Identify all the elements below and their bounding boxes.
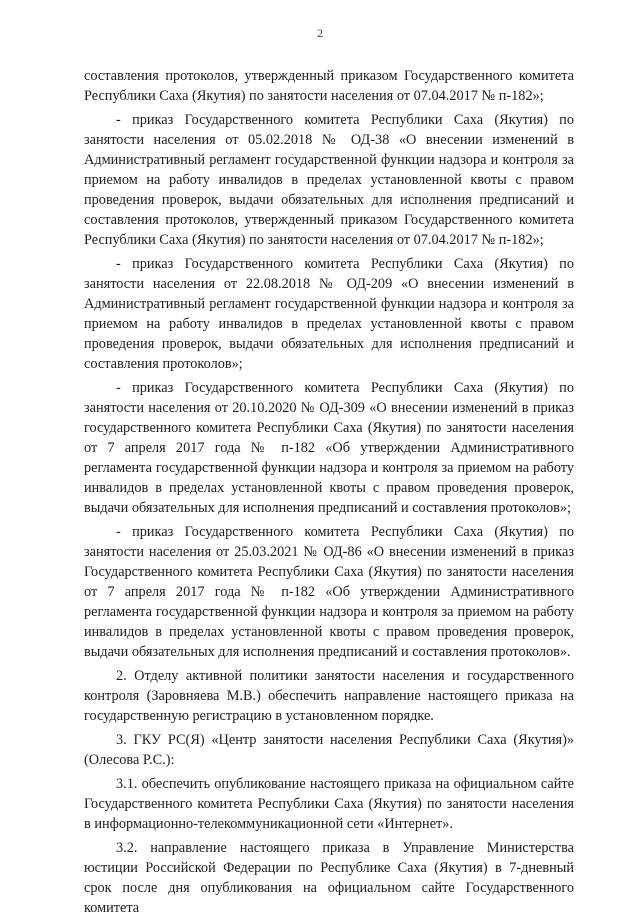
paragraph-item-3-2: 3.2. направление настоящего приказа в Управление Министерства юстиции Российской Федерации по Республике Саха (Якутия) в 7-дневный срок после дня опубликования на официальном сайте Государственного комитета (84, 840, 574, 916)
paragraph-item-3: 3. ГКУ РС(Я) «Центр занятости населения Республики Саха (Якутия)» (Олесова Р.С.): (84, 732, 574, 768)
paragraph-item-2: 2. Отделу активной политики занятости населения и государственного контроля (Заровняева М.В.) обеспечить направление настоящего приказа на государственную регистрацию в установленном порядке. (84, 668, 574, 724)
paragraph-item-3-1: 3.1. обеспечить опубликование настоящего приказа на официальном сайте Государственного комитета Республики Саха (Якутия) по занятости населения в информационно-телекоммуникационной сети «Интернет». (84, 776, 574, 832)
paragraph-order-od-86: - приказ Государственного комитета Республики Саха (Якутия) по занятости населения от 25.03.2021 № ОД-86 «О внесении изменений в приказ Государственного комитета Республики Саха (Якутия) по занятости населения от 7 апреля 2017 года № п-182 «Об утверждении Административного регламента государственной функции надзора и контроля за приемом на работу инвалидов в пределах установленной квоты с правом проведения проверок, выдачи обязательных для исполнения предписаний и составления протоколов». (84, 524, 574, 660)
paragraph-order-od-309: - приказ Государственного комитета Республики Саха (Якутия) по занятости населения от 20.10.2020 № ОД-309 «О внесении изменений в приказ государственного комитета Республики Саха (Якутия) по занятости населения от 7 апреля 2017 года № п-182 «Об утверждении Административного регламента государственной функции надзора и контроля за приемом на работу инвалидов в пределах установленной квоты с правом проведения проверок, выдачи обязательных для исполнения предписаний и составления протоколов»; (84, 380, 574, 516)
paragraph-order-od-38: - приказ Государственного комитета Республики Саха (Якутия) по занятости населения от 05.02.2018 № ОД-38 «О внесении изменений в Административный регламент государственной функции надзора и контроля за приемом на работу инвалидов в пределах установленной квоты с правом проведения проверок, выдачи обязательных для исполнения предписаний и составления протоколов, утвержденный приказом Государственного комитета Республики Саха (Якутия) по занятости населения от 07.04.2017 № п-182»; (84, 112, 574, 248)
paragraph-order-od-209: - приказ Государственного комитета Республики Саха (Якутия) по занятости населения от 22.08.2018 № ОД-209 «О внесении изменений в Административный регламент государственной функции надзора и контроля за приемом на работу инвалидов в пределах установленной квоты с правом проведения проверок, выдачи обязательных для исполнения предписаний и составления протоколов»; (84, 256, 574, 372)
document-body (84, 66, 574, 918)
page-number: 2 (317, 26, 323, 40)
paragraph-continuation: составления протоколов, утвержденный приказом Государственного комитета Республики Саха (Якутия) по занятости населения от 07.04.2017 № п-182»; (84, 68, 574, 104)
